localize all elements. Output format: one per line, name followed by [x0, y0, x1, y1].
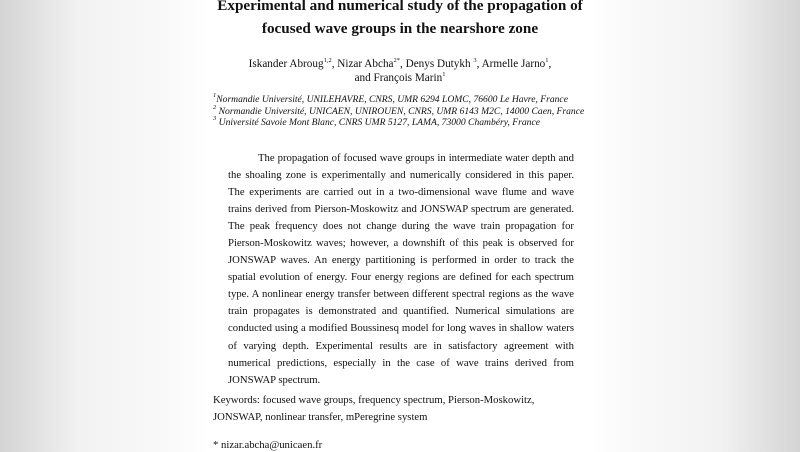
- abstract-paragraph: The propagation of focused wave groups in intermediate water depth and the shoaling zone is experimentally and numerically considered in this paper. The experiments are carried out in a two-dimensional wave flume and wave trains derived from Pierson-Moskowitz and JONSWAP spectrum are generated. The peak frequency does not change during the wave train propagation for Pierson-Moskowitz waves; however, a downshift of this peak is observed for JONSWAP waves. An energy partitioning is performed in order to track the spatial evolution of energy. Four energy regions are defined for each spectrum type. A nonlinear energy transfer between different spectral regions as the wave train propagates is demonstrated and quantified. Numerical simulations are conducted using a modified Boussinesq model for long waves in shallow waters of varying depth. Experimental results are in satisfactory agreement with numerical predictions, especially in the case of wave trains derived from JONSWAP spectrum.: [228, 152, 574, 386]
- keywords-paragraph: Keywords: focused wave groups, frequency spectrum, Pierson-Moskowitz, JONSWAP, nonlinear transfer, mPeregrine system: [213, 394, 535, 423]
- affiliation-line: $^1$Normandie Université, UNILEHAVRE, CNRS, UMR 6294 LOMC, 76600 Le Havre, France: [213, 92, 568, 105]
- author-affiliation-mark: 1: [545, 57, 549, 64]
- affiliation-list: [213, 94, 593, 129]
- corresponding-email: * nizar.abcha@unicaen.fr: [213, 439, 323, 451]
- author-affiliation-mark: 2*: [393, 57, 401, 64]
- author-affiliation-mark: 1: [442, 71, 446, 78]
- affiliation-mark: 1: [213, 92, 217, 99]
- affiliation-mark: 3: [213, 115, 217, 122]
- paper-title: Experimental and numerical study of the propagation of focused wave groups in the nearshore zone: [217, 0, 583, 37]
- author-name: Armelle Jarno: [481, 58, 546, 70]
- affiliation-line: $^3$ Université Savoie Mont Blanc, CNRS UMR 5127, LAMA, 73000 Chambéry, France: [213, 115, 540, 128]
- author-affiliation-mark: 1,2: [323, 57, 332, 64]
- author-name: Nizar Abcha: [337, 58, 394, 70]
- author-name: and François Marin: [354, 72, 443, 84]
- affiliation-line: $^2$ Normandie Université, UNICAEN, UNIROUEN, CNRS, UMR 6143 M2C, 14000 Caen, France: [213, 103, 585, 117]
- paper-page: [205, 0, 595, 450]
- author-affiliation-mark: 3: [473, 57, 477, 64]
- author-name: Denys Dutykh: [405, 58, 471, 70]
- author-list: Iskander Abroug$^{1,2}$, Nizar Abcha$^{2*}$, Denys Dutykh $^3$, Armelle Jarno$^1$, and François Marin$^1$: [248, 57, 552, 84]
- affiliation-mark: 2: [213, 103, 217, 111]
- author-name: Iskander Abroug: [248, 58, 324, 70]
